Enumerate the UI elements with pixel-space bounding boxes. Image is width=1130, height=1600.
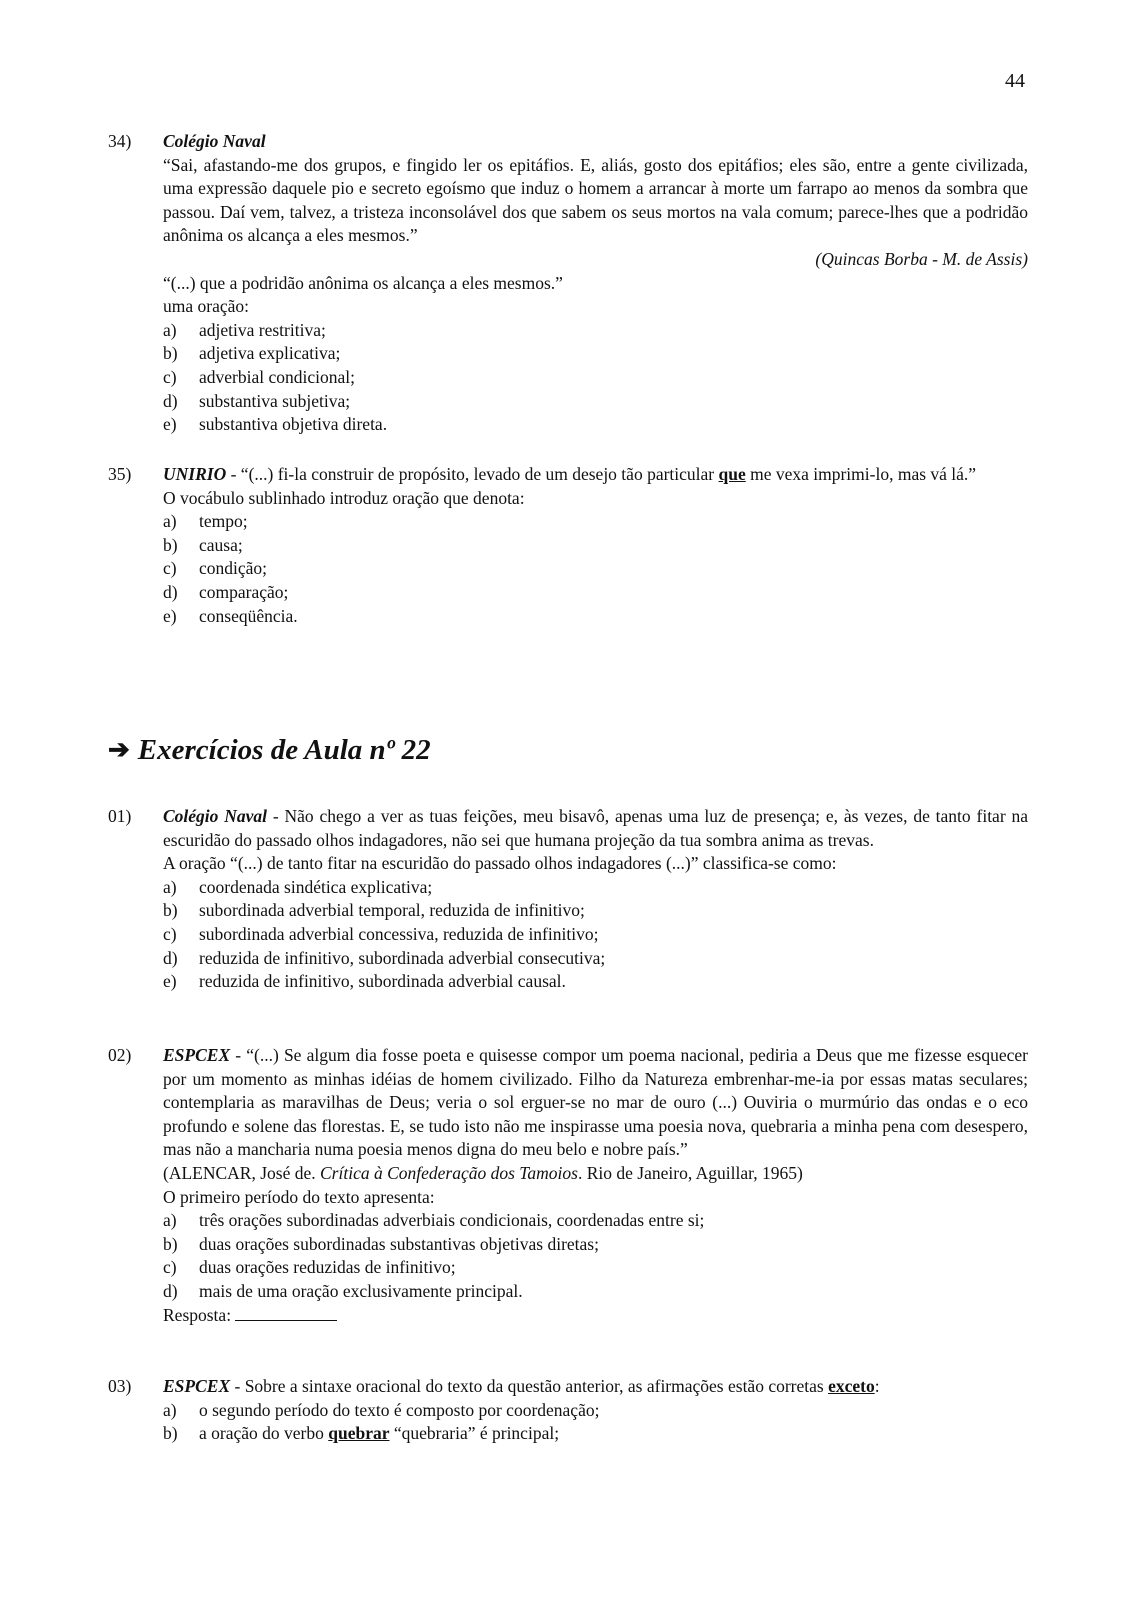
citation [163,1162,1028,1186]
question-34 [108,130,1028,437]
arrow-right-icon: ➔ [108,735,130,764]
question-text: - Não chego a ver as tuas feições, meu bisavô, apenas uma luz de presença; e, às vezes, de tanto fitar na escuridão do passado olhos indagadores, não sei que humana projeção da tua sombra anima as trevas. [163,806,1029,850]
option-text: reduzida de infinitivo, subordinada adverbial consecutiva; [199,947,606,968]
option [163,1422,1028,1446]
option-letter: d) [163,581,178,602]
option-text: conseqüência. [199,605,298,626]
option-text: comparação; [199,581,289,602]
option-text: subordinada adverbial temporal, reduzida de infinitivo; [199,900,585,921]
option-text: duas orações subordinadas substantivas objetivas diretas; [199,1233,599,1254]
question-number: 01) [108,806,132,826]
option-letter: c) [163,1257,177,1278]
option-text: causa; [199,534,243,555]
option-text: subordinada adverbial concessiva, reduzida de infinitivo; [199,923,599,944]
option [163,899,1028,923]
prompt: uma oração: [163,296,249,317]
prompt: O primeiro período do texto apresenta: [163,1186,435,1207]
question-number: 34) [108,131,132,151]
question-number: 35) [108,464,132,484]
option-list [163,1399,1028,1446]
answer-label: Resposta: [163,1304,236,1325]
option [163,319,1028,343]
citation-text: . Rio de Janeiro, Aguillar, 1965) [577,1162,803,1183]
option-text: três orações subordinadas adverbiais condicionais, coordenadas entre si; [199,1210,705,1231]
option [163,1280,1028,1304]
question-number: 03) [108,1376,132,1396]
option-text: duas orações reduzidas de infinitivo; [199,1257,456,1278]
option-list [163,510,1028,628]
quote-text: “Sai, afastando-me dos grupos, e fingido ler os epitáfios. E, aliás, gosto dos epitáfios; eles são, entre a gente civilizada, uma expressão daquele pio e secreto egoísmo que induz o homem a arrancar à morte um farrapo ao menos da sombra que passou. Daí vem, talvez, a tristeza inconsolável dos que sabem os seus mortos na vala comum; parece-lhes que a podridão anônima os alcança a eles mesmos.” [163,154,1028,246]
question-text: - “(...) Se algum dia fosse poeta e quisesse compor um poema nacional, pediria a Deus que me fizesse esquecer por um momento as minhas idéias de homem civilizado. Filho da Natureza embrenhar-me-ia por essas matas seculares; contemplaria as maravilhas de Deus; veria o sol erguer-se no mar de ouro (...) Ouviria o murmúrio das ondas e o eco profundo e solene das florestas. E, se tudo isto não me inspirasse uma poesia nova, quebraria a minha pena com desespero, mas não a mancharia numa poesia menos digna do meu belo e nobre país.” [163,1045,1028,1160]
option-text-part: “quebraria” é principal; [389,1423,560,1444]
citation-title: Crítica à Confederação dos Tamoios [320,1162,578,1183]
option-letter: b) [163,534,178,555]
exercise-01 [108,805,1028,994]
option-text: adjetiva restritiva; [199,319,326,340]
option-text: tempo; [199,511,248,532]
option [163,605,1028,629]
option [163,1209,1028,1233]
exercise-02 [108,1044,1028,1327]
option-letter: c) [163,558,177,579]
question-source: ESPCEX [163,1376,231,1396]
option-letter: b) [163,1423,178,1444]
option-text: substantiva objetiva direta. [199,414,388,435]
option [163,970,1028,994]
question-text: - Sobre a sintaxe oracional do texto da questão anterior, as afirmações estão corretas [230,1376,829,1396]
answer-blank[interactable] [235,1304,337,1321]
option [163,413,1028,437]
question-number: 02) [108,1045,132,1065]
option-list [163,319,1028,437]
question-text: : [874,1376,880,1396]
option [163,557,1028,581]
option-letter: d) [163,390,178,411]
citation-text: (ALENCAR, José de. [163,1162,320,1183]
exercise-03 [108,1375,1028,1446]
option-text: o segundo período do texto é composto por coordenação; [199,1399,600,1420]
option-text: substantiva subjetiva; [199,390,351,411]
page-number: 44 [1005,70,1025,92]
question-text: - “(...) fi-la construir de propósito, levado de um desejo tão particular [226,464,719,484]
option [163,366,1028,390]
option-text: adverbial condicional; [199,366,355,387]
underlined-word: quebrar [328,1423,390,1444]
option [163,947,1028,971]
question-source: Colégio Naval [163,806,268,826]
question-source: Colégio Naval [163,131,266,151]
option-list [163,876,1028,994]
option-text: reduzida de infinitivo, subordinada adverbial causal. [199,971,566,992]
question-text: me vexa imprimi-lo, mas vá lá.” [745,464,977,484]
option [163,1399,1028,1423]
option-letter: e) [163,605,177,626]
excerpt: “(...) que a podridão anônima os alcança a eles mesmos.” [163,272,563,293]
option-letter: e) [163,414,177,435]
prompt: O vocábulo sublinhado introduz oração que denota: [163,487,525,508]
emphasis-word: exceto [828,1376,875,1396]
option-letter: d) [163,947,178,968]
question-35 [108,463,1028,628]
question-source: UNIRIO [163,464,227,484]
citation: (Quincas Borba - M. de Assis) [815,248,1028,269]
option [163,876,1028,900]
option [163,510,1028,534]
option [163,923,1028,947]
option-letter: b) [163,343,178,364]
section-heading [108,732,431,768]
answer-line [163,1304,1028,1328]
option-letter: e) [163,971,177,992]
option-letter: c) [163,923,177,944]
option-text: coordenada sindética explicativa; [199,876,433,897]
option-text [199,1422,559,1446]
section-title: Exercícios de Aula nº 22 [137,734,431,766]
prompt: A oração “(...) de tanto fitar na escuridão do passado olhos indagadores (...)” classifica-se como: [163,853,837,874]
option-text: adjetiva explicativa; [199,343,341,364]
option-letter: c) [163,366,177,387]
option-list [163,1209,1028,1303]
option-letter: a) [163,319,177,340]
option [163,1233,1028,1257]
option-letter: b) [163,1233,178,1254]
underlined-word: que [718,464,746,484]
question-source: ESPCEX [163,1045,231,1065]
option [163,581,1028,605]
option-letter: a) [163,876,177,897]
option-letter: d) [163,1280,178,1301]
option-text-part: a oração do verbo [199,1423,329,1444]
option-letter: a) [163,1399,177,1420]
option-text: condição; [199,558,268,579]
option [163,390,1028,414]
option-letter: b) [163,900,178,921]
option-letter: a) [163,511,177,532]
option [163,534,1028,558]
option [163,342,1028,366]
option [163,1256,1028,1280]
option-letter: a) [163,1210,177,1231]
option-text: mais de uma oração exclusivamente principal. [199,1280,523,1301]
